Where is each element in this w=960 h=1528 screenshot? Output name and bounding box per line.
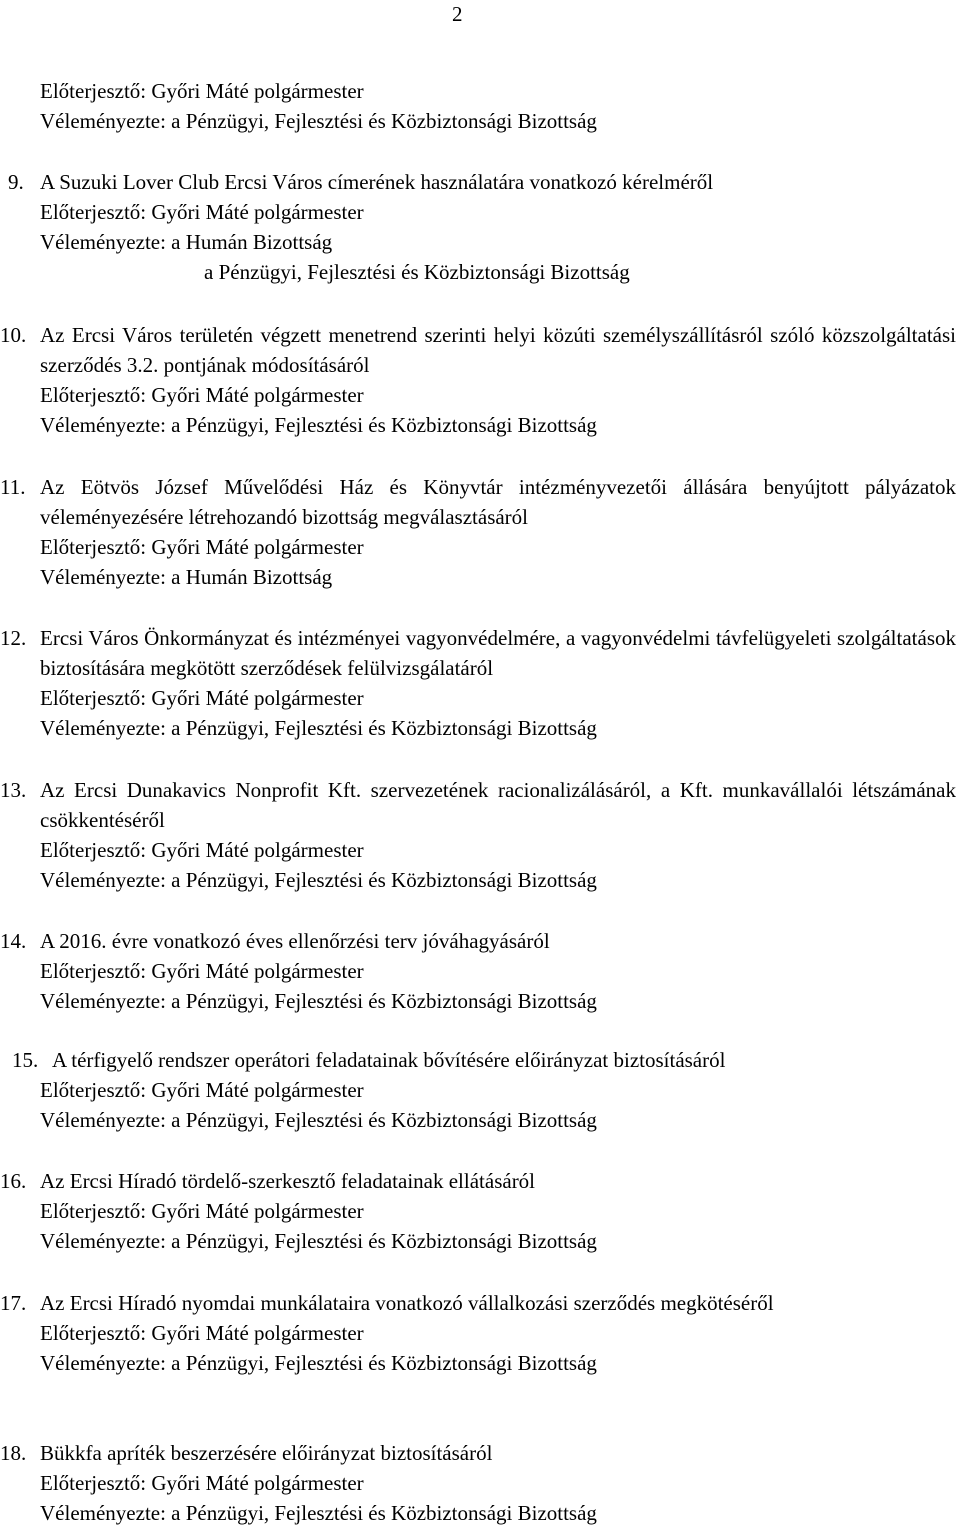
item-presenter: Előterjesztő: Győri Máté polgármester <box>40 200 364 224</box>
item-body <box>40 623 956 743</box>
item-reviewer: Véleményezte: a Pénzügyi, Fejlesztési és Közbiztonsági Bizottság <box>40 1501 597 1525</box>
item-presenter: Előterjesztő: Győri Máté polgármester <box>40 686 364 710</box>
item-reviewer: Véleményezte: a Pénzügyi, Fejlesztési és Közbiztonsági Bizottság <box>40 868 597 892</box>
agenda-item-11 <box>0 472 956 592</box>
item-presenter: Előterjesztő: Győri Máté polgármester <box>40 1321 364 1345</box>
item-body <box>40 472 956 592</box>
item-number: 15. <box>12 1048 39 1072</box>
item-title: Az Ercsi Város területén végzett menetrend szerinti helyi közúti személyszállításról szóló közszolgáltatási szerződés 3.2. pontjának módosításáról <box>40 323 956 377</box>
item-title: Ercsi Város Önkormányzat és intézményei vagyonvédelmére, a vagyonvédelmi távfelügyeleti szolgáltatások biztosítására megkötött szerződések felülvizsgálatáról <box>40 626 956 680</box>
item-reviewer: Véleményezte: a Humán Bizottság <box>40 565 333 589</box>
item-title: A Suzuki Lover Club Ercsi Város címerének használatára vonatkozó kérelméről <box>40 170 714 194</box>
item-body <box>40 1166 956 1256</box>
item-reviewer-2: a Pénzügyi, Fejlesztési és Közbiztonsági Bizottság <box>204 260 630 284</box>
item-title: Az Ercsi Híradó nyomdai munkálataira vonatkozó vállalkozási szerződés megkötéséről <box>40 1291 774 1315</box>
item-presenter: Előterjesztő: Győri Máté polgármester <box>40 535 364 559</box>
item-number: 12. <box>0 626 27 650</box>
item-reviewer: Véleményezte: a Pénzügyi, Fejlesztési és Közbiztonsági Bizottság <box>40 1108 597 1132</box>
item-presenter: Előterjesztő: Győri Máté polgármester <box>40 1078 364 1102</box>
item-body <box>40 1438 956 1528</box>
item-number: 11. <box>0 475 26 499</box>
item-number: 10. <box>0 323 27 347</box>
agenda-item-14 <box>0 926 956 1016</box>
item-body <box>40 167 956 287</box>
agenda-item-9 <box>0 167 956 287</box>
agenda-item-17 <box>0 1288 956 1378</box>
page-number: 2 <box>452 2 463 26</box>
item-number: 13. <box>0 778 27 802</box>
item-body <box>40 1288 956 1378</box>
item-number: 9. <box>8 170 24 194</box>
item-title: Az Ercsi Híradó tördelő-szerkesztő feladatainak ellátásáról <box>40 1169 536 1193</box>
item-presenter: Előterjesztő: Győri Máté polgármester <box>40 1471 364 1495</box>
agenda-item-15 <box>0 1045 956 1135</box>
agenda-item-12 <box>0 623 956 743</box>
agenda-item-18 <box>0 1438 956 1528</box>
agenda-item-13 <box>0 775 956 895</box>
lead-reviewer: Véleményezte: a Pénzügyi, Fejlesztési és Közbiztonsági Bizottság <box>40 109 597 133</box>
item-title: Az Ercsi Dunakavics Nonprofit Kft. szervezetének racionalizálásáról, a Kft. munkavállalói létszámának csökkentéséről <box>40 778 956 832</box>
item-body <box>40 1045 956 1135</box>
item-body <box>40 775 956 895</box>
agenda-item-16 <box>0 1166 956 1256</box>
item-number: 16. <box>0 1169 27 1193</box>
item-number: 18. <box>0 1441 27 1465</box>
agenda-item-10 <box>0 320 956 440</box>
lead-presenter: Előterjesztő: Győri Máté polgármester <box>40 79 364 103</box>
item-body <box>40 320 956 440</box>
item-reviewer: Véleményezte: a Humán Bizottság <box>40 230 333 254</box>
item-number: 14. <box>0 929 27 953</box>
item-presenter: Előterjesztő: Győri Máté polgármester <box>40 383 364 407</box>
item-reviewer: Véleményezte: a Pénzügyi, Fejlesztési és Közbiztonsági Bizottság <box>40 1351 597 1375</box>
item-presenter: Előterjesztő: Győri Máté polgármester <box>40 1199 364 1223</box>
item-reviewer: Véleményezte: a Pénzügyi, Fejlesztési és Közbiztonsági Bizottság <box>40 1229 597 1253</box>
item-number: 17. <box>0 1291 27 1315</box>
item-title: Az Eötvös József Művelődési Ház és Könyvtár intézményvezetői állására benyújtott pályázatok véleményezésére létrehozandó bizottság megválasztásáról <box>40 475 956 529</box>
item-body <box>40 926 956 1016</box>
item-title: A térfigyelő rendszer operátori feladatainak bővítésére előirányzat biztosításáról <box>52 1048 726 1072</box>
item-reviewer: Véleményezte: a Pénzügyi, Fejlesztési és Közbiztonsági Bizottság <box>40 413 597 437</box>
item-reviewer: Véleményezte: a Pénzügyi, Fejlesztési és Közbiztonsági Bizottság <box>40 989 597 1013</box>
item-presenter: Előterjesztő: Győri Máté polgármester <box>40 959 364 983</box>
item-reviewer: Véleményezte: a Pénzügyi, Fejlesztési és Közbiztonsági Bizottság <box>40 716 597 740</box>
item-title: A 2016. évre vonatkozó éves ellenőrzési terv jóváhagyásáról <box>40 929 550 953</box>
item-title: Bükkfa apríték beszerzésére előirányzat biztosításáról <box>40 1441 493 1465</box>
item-presenter: Előterjesztő: Győri Máté polgármester <box>40 838 364 862</box>
lead-block <box>40 76 597 136</box>
